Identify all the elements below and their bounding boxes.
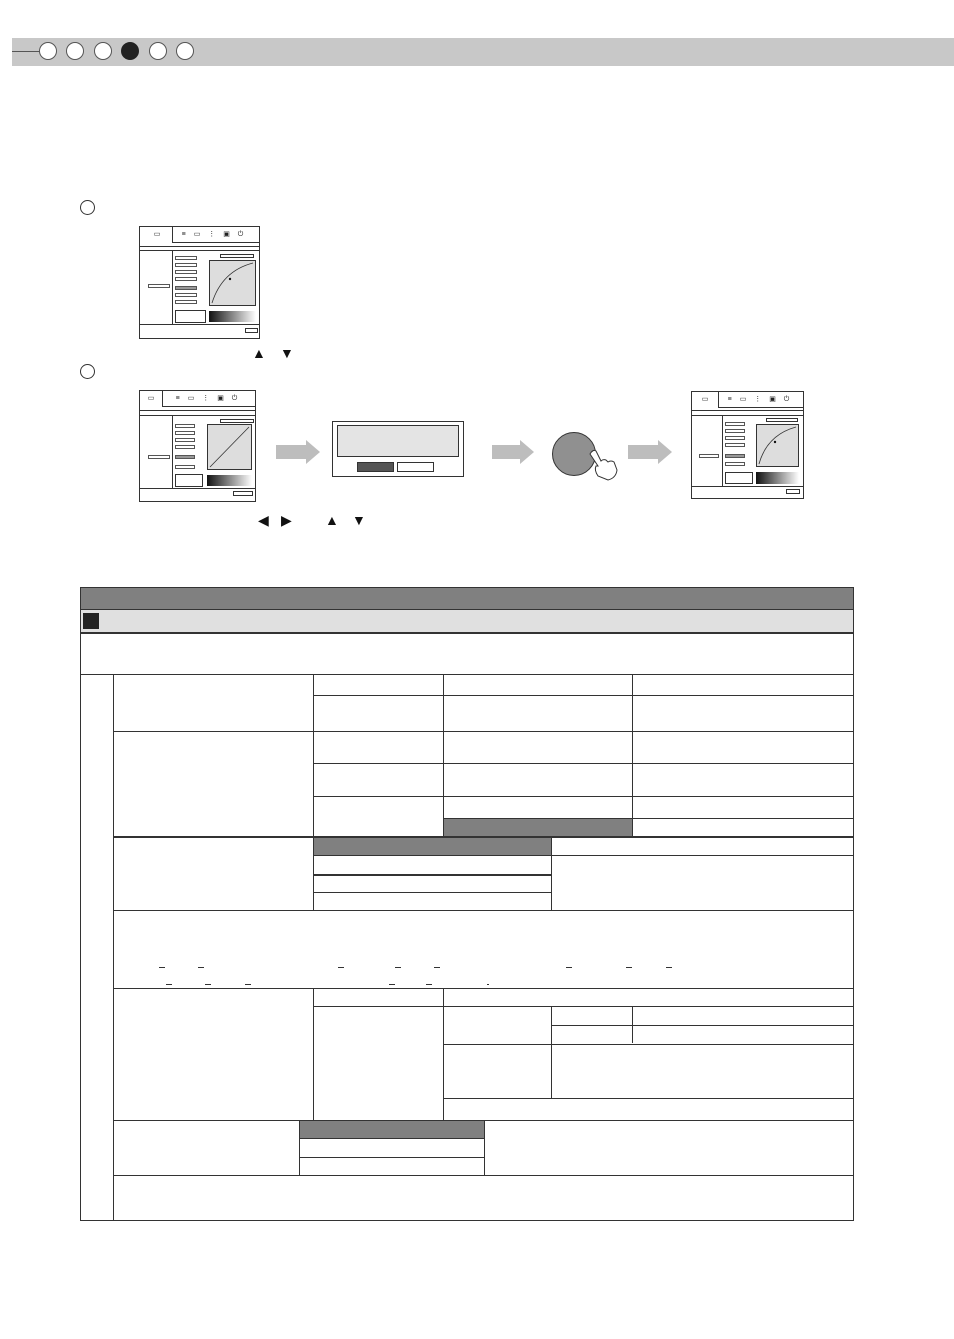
flow-arrow-icon <box>628 445 660 459</box>
dialog-no-button[interactable] <box>397 462 434 472</box>
dialog-message-area <box>337 425 459 457</box>
header-line <box>12 51 40 52</box>
step-indicator-4-active <box>121 42 139 60</box>
menu-tab-icons: ≡ ▭ ⋮ ▣ ⏻ <box>727 396 793 403</box>
picture-tab-icon: ▭ <box>153 231 161 238</box>
step-indicator-6 <box>176 42 194 60</box>
down-arrow-icon: ▼ <box>280 345 294 361</box>
menu-tab-icons: ≡ ▭ ⋮ ▣ ⏻ <box>175 395 241 402</box>
step-2-marker <box>80 364 95 379</box>
picture-tab-icon: ▭ <box>701 396 709 403</box>
step-indicator-2 <box>66 42 84 60</box>
step-indicator-5 <box>149 42 167 60</box>
left-arrow-icon: ◀ <box>258 512 269 528</box>
menu-tab-icons: ≡ ▭ ⋮ ▣ ⏻ <box>181 231 247 238</box>
table-cell-highlight <box>313 837 551 855</box>
table-cell-highlight <box>299 1121 484 1138</box>
step-indicator-1 <box>39 42 57 60</box>
table-cell-highlight <box>443 818 632 836</box>
down-arrow-icon: ▼ <box>352 512 366 528</box>
step-1-marker <box>80 200 95 215</box>
menu-screen-2 <box>139 390 256 502</box>
gamma-curve-graph <box>209 260 256 306</box>
menu-screen-1 <box>139 226 260 339</box>
confirm-dialog <box>332 421 464 477</box>
section-marker-icon <box>83 613 99 629</box>
settings-table <box>80 633 854 1221</box>
right-arrow-icon: ▶ <box>281 512 292 528</box>
gamma-curve-graph <box>756 424 799 467</box>
table-title-bar <box>80 587 854 610</box>
menu-screen-3 <box>691 391 804 499</box>
step-indicator-3 <box>94 42 112 60</box>
dialog-yes-button[interactable] <box>357 462 394 472</box>
flow-arrow-icon <box>276 445 308 459</box>
hand-press-icon <box>584 448 620 482</box>
gamma-linear-graph <box>207 424 252 470</box>
up-arrow-icon: ▲ <box>252 345 266 361</box>
up-arrow-icon: ▲ <box>325 512 339 528</box>
table-subtitle-bar <box>80 610 854 633</box>
picture-tab-icon: ▭ <box>147 395 155 402</box>
flow-arrow-icon <box>492 445 522 459</box>
